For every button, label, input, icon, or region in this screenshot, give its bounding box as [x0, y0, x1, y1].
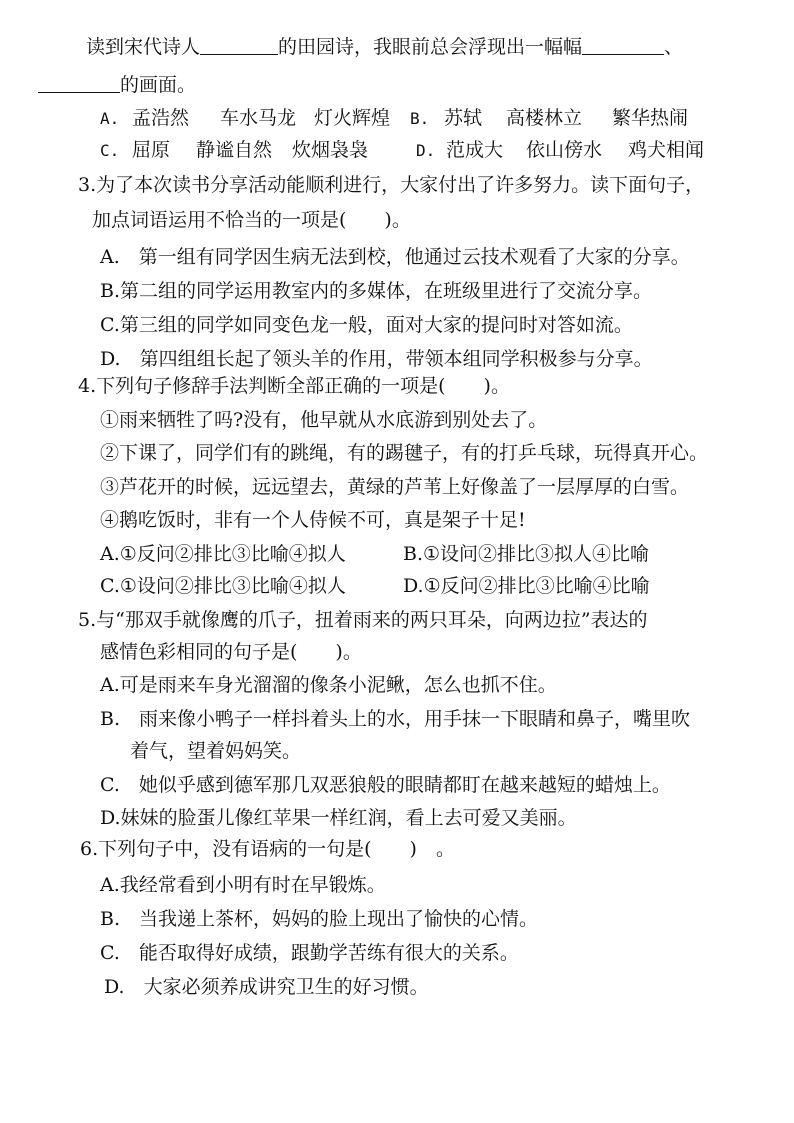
- q2-stem-line1: [86, 34, 683, 60]
- q6-option-a[interactable]: A.我经常看到小明有时在早锻炼。: [100, 874, 386, 896]
- q4-option-a[interactable]: A.①反问②排比③比喻④拟人: [100, 543, 346, 565]
- q2-option-d-phrase-2: 鸡犬相闻: [628, 139, 705, 161]
- q5-option-b-line1[interactable]: B. 雨来像小鸭子一样抖着头上的水，用手抹一下眼睛和鼻子，嘴里吹: [100, 708, 691, 730]
- q3-stem-line1: 3.为了本次读书分享活动能顺利进行，大家付出了许多努力。读下面句子，: [78, 174, 705, 196]
- q2-stem-line2-text: 的画面。: [120, 74, 197, 96]
- q4-sentence-4: ④鹅吃饭时，非有一个人侍候不可，真是架子十足!: [100, 509, 526, 531]
- q2-option-b[interactable]: [410, 105, 689, 132]
- q4-option-d[interactable]: D.①反问②排比③比喻④比喻: [403, 575, 650, 597]
- q2-stem-comma: 、: [664, 36, 684, 58]
- q5-stem-line2: 感情色彩相同的句子是( )。: [100, 641, 362, 663]
- q2-option-d-phrase-1: 依山傍水: [526, 139, 603, 161]
- q2-option-c[interactable]: [100, 137, 369, 164]
- q2-option-b-phrase-2: 繁华热闹: [612, 107, 689, 129]
- q2-option-a-phrase-2: 灯火辉煌: [314, 107, 391, 129]
- q2-option-b-label: B.: [410, 109, 430, 128]
- q2-option-c-phrase-2: 炊烟袅袅: [292, 139, 369, 161]
- q2-blank-poet[interactable]: [200, 36, 278, 55]
- q2-option-a-poet: 孟浩然: [132, 107, 190, 129]
- q3-stem-line2: 加点词语运用不恰当的一项是( )。: [92, 209, 411, 231]
- q2-blank-scene-1[interactable]: [582, 36, 664, 55]
- q3-option-b[interactable]: B.第二组的同学运用教室内的多媒体，在班级里进行了交流分享。: [100, 280, 653, 302]
- q5-option-b-line2: 着气，望着妈妈笑。: [130, 740, 302, 762]
- q2-stem-part-a: 读到宋代诗人: [86, 36, 201, 58]
- q4-option-c[interactable]: C.①设问②排比③比喻④拟人: [100, 575, 346, 597]
- q6-option-b[interactable]: B. 当我递上茶杯，妈妈的脸上现出了愉快的心情。: [100, 908, 539, 930]
- q2-option-a[interactable]: [100, 105, 391, 132]
- q2-option-c-poet: 屈原: [132, 139, 171, 161]
- q2-option-c-label: C.: [100, 141, 120, 160]
- q6-stem: 6.下列句子中，没有语病的一句是( ) 。: [80, 838, 455, 860]
- q2-option-a-phrase-1: 车水马龙: [220, 107, 297, 129]
- q2-option-a-label: A.: [100, 109, 120, 128]
- q4-option-b[interactable]: B.①设问②排比③拟人④比喻: [403, 543, 650, 565]
- q5-option-d[interactable]: D.妹妹的脸蛋儿像红苹果一样红润，看上去可爱又美丽。: [100, 807, 577, 829]
- q5-stem-line1: 5.与“那双手就像鹰的爪子，扭着雨来的两只耳朵，向两边拉”表达的: [78, 609, 648, 631]
- q2-option-d-poet: 范成大: [446, 139, 504, 161]
- q4-sentence-3: ③芦花开的时候，远远望去，黄绿的芦苇上好像盖了一层厚厚的白雪。: [100, 476, 690, 498]
- q2-option-d[interactable]: [416, 137, 705, 164]
- q2-option-d-label: D.: [416, 141, 436, 160]
- q3-option-c[interactable]: C.第三组的同学如同变色龙一般，面对大家的提问时对答如流。: [100, 314, 633, 336]
- q2-option-b-poet: 苏轼: [444, 107, 483, 129]
- q6-option-c[interactable]: C. 能否取得好成绩，跟勤学苦练有很大的关系。: [100, 942, 519, 964]
- q2-blank-scene-2[interactable]: [38, 74, 120, 93]
- q3-option-d[interactable]: D. 第四组组长起了领头羊的作用，带领本组同学积极参与分享。: [100, 348, 653, 370]
- q4-sentence-2: ②下课了，同学们有的跳绳，有的踢毽子，有的打乒乓球，玩得真开心。: [100, 442, 709, 464]
- q4-stem: 4.下列句子修辞手法判断全部正确的一项是( )。: [78, 375, 510, 397]
- q2-option-c-phrase-1: 静谧自然: [196, 139, 273, 161]
- q5-option-a[interactable]: A.可是雨来车身光溜溜的像条小泥鳅，怎么也抓不住。: [100, 674, 557, 696]
- q2-option-b-phrase-1: 高楼林立: [506, 107, 583, 129]
- q4-sentence-1: ①雨来牺牲了吗?没有，他早就从水底游到别处去了。: [100, 409, 548, 431]
- q2-stem-part-b: 的田园诗，我眼前总会浮现出一幅幅: [278, 36, 583, 58]
- q3-option-a[interactable]: A. 第一组有同学因生病无法到校，他通过云技术观看了大家的分享。: [100, 246, 690, 268]
- q5-option-c[interactable]: C. 她似乎感到德军那几双恶狼般的眼睛都盯在越来越短的蜡烛上。: [100, 774, 671, 796]
- q2-stem-line2: [38, 72, 196, 98]
- q6-option-d[interactable]: D. 大家必须养成讲究卫生的好习惯。: [104, 976, 429, 998]
